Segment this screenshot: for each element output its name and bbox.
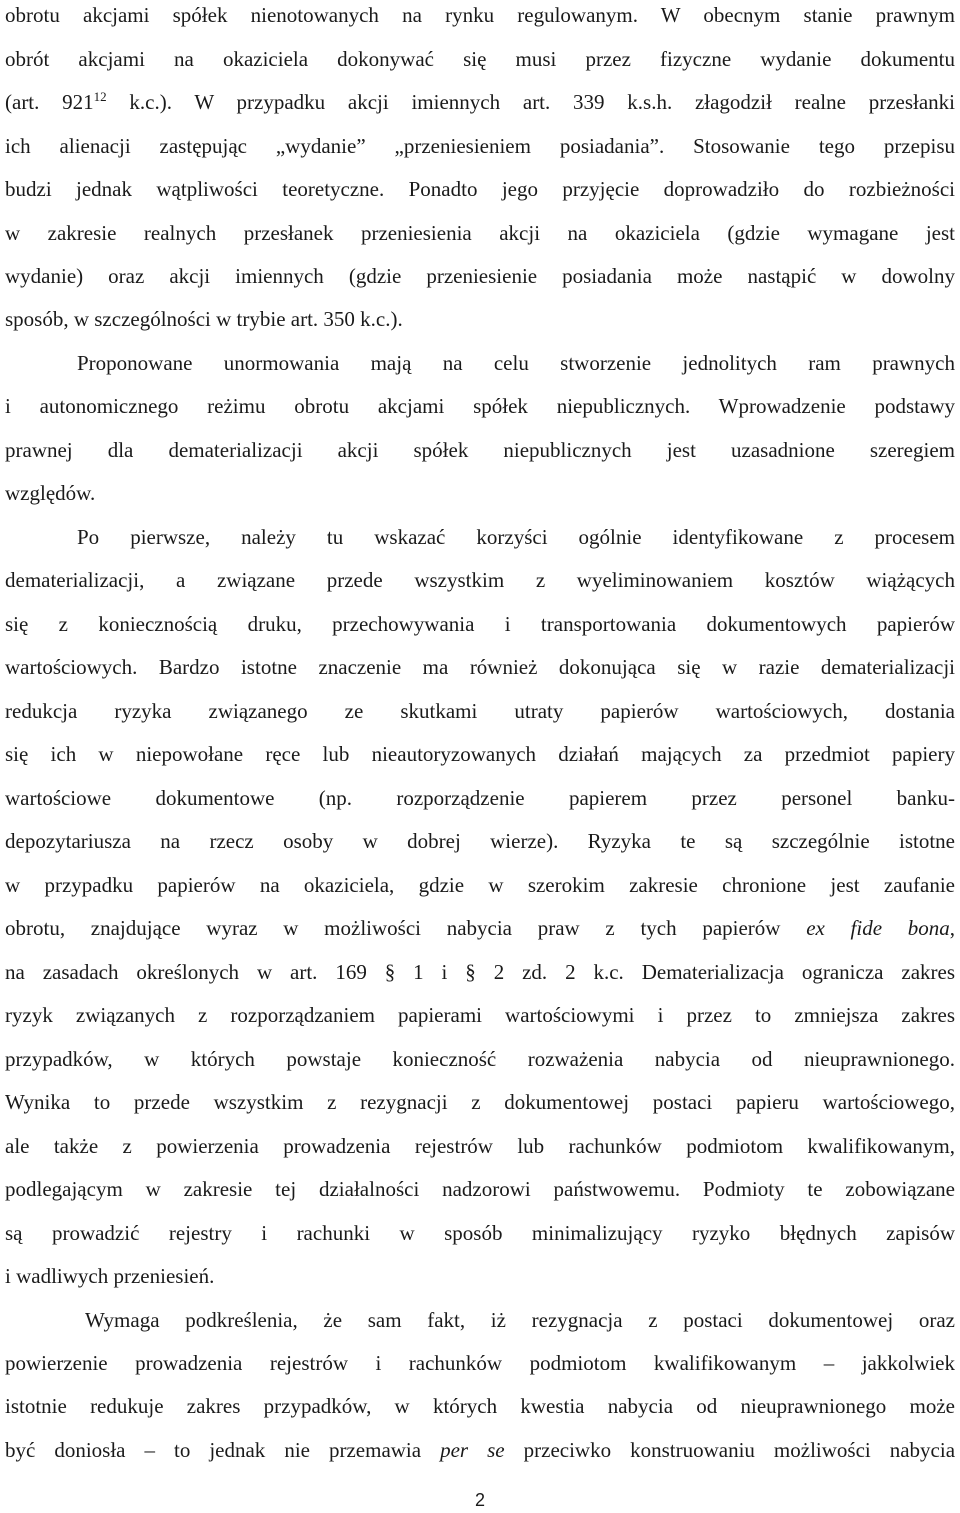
text-line: obrotu akcjami spółek nienotowanych na rynku regulowanym. W obecnym stanie prawnym xyxy=(5,3,955,27)
text-line: prawnej dla dematerializacji akcji spółek niepublicznych jest uzasadnione szeregiem xyxy=(5,438,955,462)
text-line: Proponowane unormowania mają na celu stworzenie jednolitych ram prawnych xyxy=(77,351,955,375)
text-line: sposób, w szczególności w trybie art. 350 k.c.). xyxy=(5,307,403,331)
text-line xyxy=(5,915,955,941)
text-line: budzi jednak wątpliwości teoretyczne. Ponadto jego przyjęcie doprowadziło do rozbieżności xyxy=(5,177,955,201)
text-line: są prowadzić rejestry i rachunki w sposób minimalizujący ryzyko błędnych zapisów xyxy=(5,1221,955,1245)
text-line: i autonomicznego reżimu obrotu akcjami spółek niepublicznych. Wprowadzenie podstawy xyxy=(5,394,955,418)
text-run: być doniosła – to jednak nie przemawia xyxy=(5,1438,422,1462)
text-line: wartościowe dokumentowe (np. rozporządzenie papierem przez personel banku- xyxy=(5,786,955,810)
text-line: ryzyk związanych z rozporządzaniem papierami wartościowymi i przez to zmniejsza zakres xyxy=(5,1003,955,1027)
text-run: , xyxy=(949,916,955,940)
text-line: ich alienacji zastępując „wydanie” „przeniesieniem posiadania”. Stosowanie tego przepisu xyxy=(5,134,955,158)
text-line: wartościowych. Bardzo istotne znaczenie ma również dokonująca się w razie dematerializacji xyxy=(5,655,955,679)
text-line: Wymaga podkreślenia, że sam fakt, iż rezygnacja z postaci dokumentowej oraz xyxy=(85,1308,955,1332)
text-line: istotnie redukuje zakres przypadków, w których kwestia nabycia od nieuprawnionego może xyxy=(5,1394,955,1418)
text-line: powierzenie prowadzenia rejestrów i rachunków podmiotom kwalifikowanym – jakkolwiek xyxy=(5,1351,955,1375)
text-line: ale także z powierzenia prowadzenia rejestrów lub rachunków podmiotom kwalifikowanym, xyxy=(5,1134,955,1158)
text-run: obrotu, znajdujące wyraz w możliwości nabycia praw z tych papierów xyxy=(5,916,781,940)
text-line: Po pierwsze, należy tu wskazać korzyści ogólnie identyfikowane z procesem xyxy=(77,525,955,549)
text-line: się z koniecznością druku, przechowywania i transportowania dokumentowych papierów xyxy=(5,612,955,636)
text-line xyxy=(5,1437,955,1463)
text-line: Wynika to przede wszystkim z rezygnacji z dokumentowej postaci papieru wartościowego, xyxy=(5,1090,955,1114)
text-line: podlegającym w zakresie tej działalności nadzorowi państwowemu. Podmioty te zobowiązane xyxy=(5,1177,955,1201)
footnote-ref: 12 xyxy=(93,89,107,104)
text-line: i wadliwych przeniesień. xyxy=(5,1264,215,1288)
text-line: na zasadach określonych w art. 169 § 1 i § 2 zd. 2 k.c. Dematerializacja ogranicza zakres xyxy=(5,960,955,984)
text-run: k.c.). W przypadku akcji imiennych art. 339 k.s.h. złagodził realne przesłanki xyxy=(129,90,955,114)
text-line: obrót akcjami na okaziciela dokonywać się musi przez fizyczne wydanie dokumentu xyxy=(5,47,955,71)
text-line: redukcja ryzyka związanego ze skutkami utraty papierów wartościowych, dostania xyxy=(5,699,955,723)
text-run: (art. 921 xyxy=(5,90,94,114)
text-line: względów. xyxy=(5,481,96,505)
page-number: 2 xyxy=(474,1490,485,1510)
text-line: przypadków, w których powstaje konieczność rozważenia nabycia od nieuprawnionego. xyxy=(5,1047,955,1071)
text-run: przeciwko konstruowaniu możliwości nabycia xyxy=(523,1438,956,1462)
text-line xyxy=(5,89,955,115)
text-line: wydanie) oraz akcji imiennych (gdzie przeniesienie posiadania może nastąpić w dowolny xyxy=(5,264,955,288)
latin-phrase: ex fide bona xyxy=(806,916,950,940)
text-line: w przypadku papierów na okaziciela, gdzie w szerokim zakresie chronione jest zaufanie xyxy=(5,873,955,897)
text-line: w zakresie realnych przesłanek przeniesienia akcji na okaziciela (gdzie wymagane jest xyxy=(5,221,955,245)
latin-phrase: per se xyxy=(440,1438,505,1462)
text-line: depozytariusza na rzecz osoby w dobrej wierze). Ryzyka te są szczególnie istotne xyxy=(5,829,955,853)
text-line: dematerializacji, a związane przede wszystkim z wyeliminowaniem kosztów wiążących xyxy=(5,568,955,592)
text-line: się ich w niepowołane ręce lub nieautoryzowanych działań mających za przedmiot papiery xyxy=(5,742,955,766)
